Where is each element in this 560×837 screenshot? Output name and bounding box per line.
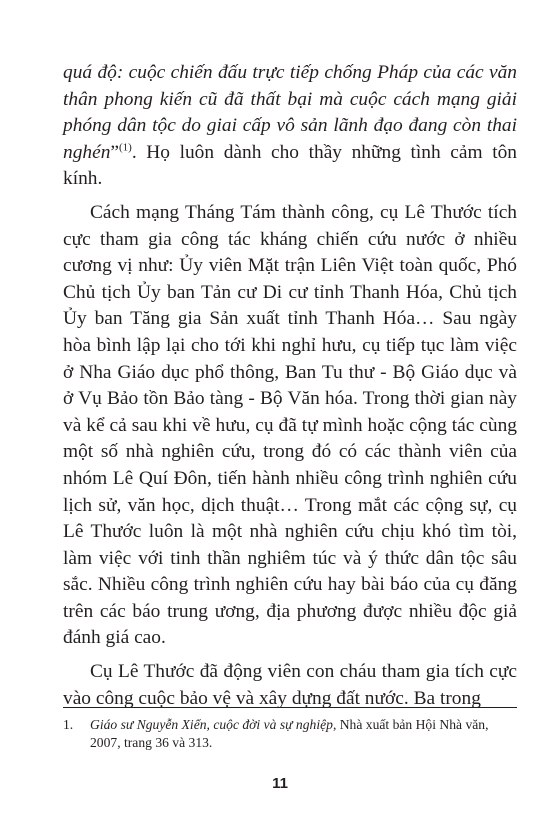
footnote-body — [90, 716, 517, 752]
main-text — [63, 60, 517, 712]
quote-close-mark: ” — [110, 141, 119, 163]
footnote-number: 1. — [63, 717, 74, 732]
quote-italic-text: quá độ: cuộc chiến đấu trực tiếp chống Pháp của các văn thân phong kiến cũ đã thất bại mà cuộc cách mạng giải phóng dân tộc do giai cấp vô sản lãnh đạo đang còn thai nghén — [63, 62, 517, 163]
footnote — [63, 716, 517, 752]
paragraph-quote-continuation — [63, 60, 517, 193]
footnote-details: , Nhà xuất bản Hội Nhà văn, 2007, trang 36 và 313. — [90, 717, 489, 750]
quote-after-text: . Họ luôn dành cho thầy những tình cảm tôn kính. — [63, 141, 517, 190]
footnote-title: Giáo sư Nguyễn Xiển, cuộc đời và sự nghiệp — [90, 717, 333, 732]
footnote-reference[interactable]: (1) — [119, 141, 132, 154]
paragraph-3: Cụ Lê Thước đã động viên con cháu tham gia tích cực vào công cuộc bảo vệ và xây dựng đất nước. Ba trong — [63, 661, 517, 709]
paragraph-2: Cách mạng Tháng Tám thành công, cụ Lê Thước tích cực tham gia công tác kháng chiến cứu nước ở nhiều cương vị như: Ủy viên Mặt trận Liên Việt toàn quốc, Phó Chủ tịch Ủy ban Tản cư Di cư tỉnh Thanh Hóa, Chủ tịch Ủy ban Tăng gia Sản xuất tỉnh Thanh Hóa… Sau ngày hòa bình lập lại cho tới khi nghỉ hưu, cụ tiếp tục làm việc ở Nha Giáo dục phổ thông, Ban Tu thư - Bộ Giáo dục và ở Vụ Bảo tồn Bảo tàng - Bộ Văn hóa. Trong thời gian này và kể cả sau khi về hưu, cụ đã tự mình hoặc cộng tác cùng một số nhà nghiên cứu, trong đó có các thành viên của nhóm Lê Quí Đôn, tiến hành nhiều công trình nghiên cứu lịch sử, văn học, dịch thuật… Trong mắt các cộng sự, cụ Lê Thước luôn là một nhà nghiên cứu chịu khó tìm tòi, làm việc với tinh thần nghiêm túc và ý thức dân tộc sâu sắc. Nhiều công trình nghiên cứu hay bài báo của cụ đăng trên các báo trung ương, địa phương được nhiều độc giả đánh giá cao. — [63, 201, 517, 649]
footnote-divider — [63, 707, 517, 708]
page-number: 11 — [272, 775, 288, 792]
